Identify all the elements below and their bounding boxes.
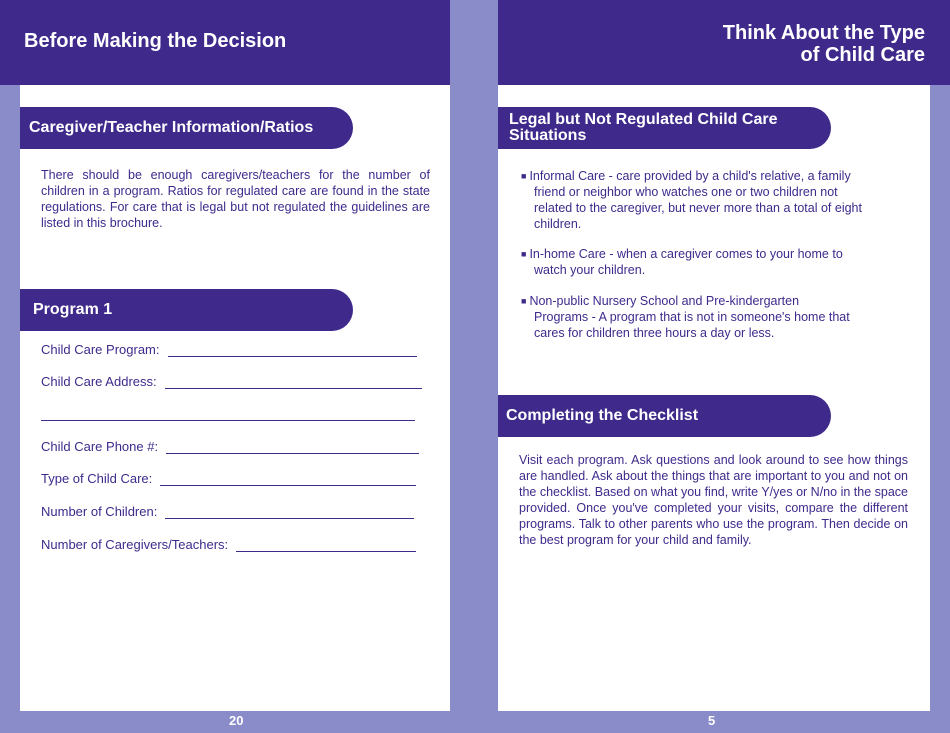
field-type-of-child-care (41, 471, 416, 486)
fill-in-line[interactable] (165, 507, 414, 519)
left-page-title: Before Making the Decision (24, 30, 287, 52)
field-label: Child Care Phone #: (41, 439, 159, 454)
fill-in-line[interactable] (165, 377, 422, 389)
legal-not-regulated-heading: Legal but Not Regulated Child Care Situations (498, 107, 831, 149)
field-label: Child Care Address: (41, 374, 157, 389)
fill-in-line[interactable] (236, 540, 416, 552)
field-number-of-children (41, 504, 414, 519)
bullet-in-home-care (521, 246, 871, 278)
fill-in-line[interactable] (41, 409, 415, 421)
checklist-paragraph: Visit each program. Ask questions and look around to see how things are handled. Ask about the things that are important to you and not on the checklist. Based on what you find, write Y/yes or N/no in the space provided. Once you've completed your visits, compare the different programs. Talk to other parents who use the program. Then decide on the best program for your child and family. (519, 453, 908, 547)
left-header-bar (0, 0, 450, 85)
bullet-nursery-school (521, 293, 871, 341)
ratios-heading: Caregiver/Teacher Information/Ratios (20, 107, 353, 149)
field-number-of-caregivers (41, 537, 416, 552)
right-page-title (723, 22, 925, 66)
right-title-line-2: of Child Care (800, 44, 925, 66)
field-child-care-program (41, 342, 417, 357)
fill-in-line[interactable] (168, 345, 417, 357)
square-bullet-icon: ■ (521, 171, 527, 181)
right-header-bar (498, 0, 950, 85)
program-heading: Program 1 (20, 289, 353, 331)
bullet-first-line: Non-public Nursery School and Pre-kindergarten (529, 294, 800, 308)
right-page-number: 5 (708, 713, 716, 728)
right-title-line-1: Think About the Type (722, 22, 925, 44)
field-child-care-address (41, 374, 422, 389)
bullet-rest: Programs - A program that is not in someone's home that cares for children three hours a day or less. (534, 310, 850, 340)
square-bullet-icon: ■ (521, 249, 527, 259)
field-label: Number of Caregivers/Teachers: (41, 537, 229, 552)
checklist-heading: Completing the Checklist (498, 395, 831, 437)
bullet-rest: friend or neighbor who watches one or two children not related to the caregiver, but never more than a total of eight children. (534, 185, 862, 231)
square-bullet-icon: ■ (521, 296, 527, 306)
left-page-number: 20 (229, 713, 244, 728)
bullet-rest: watch your children. (534, 263, 646, 277)
bullet-first-line: Informal Care - care provided by a child's relative, a family (529, 169, 851, 183)
ratios-paragraph: There should be enough caregivers/teachers for the number of children in a program. Ratios for regulated care are found in the state regulations. For care that is legal but not regulated the guidelines are listed in this brochure. (41, 168, 430, 230)
bullet-first-line: In-home Care - when a caregiver comes to your home to (529, 247, 843, 261)
field-label: Child Care Program: (41, 342, 160, 357)
field-label: Number of Children: (41, 504, 158, 519)
field-label: Type of Child Care: (41, 471, 153, 486)
fill-in-line[interactable] (166, 442, 419, 454)
bullet-informal-care (521, 168, 871, 232)
field-address-continued (41, 409, 415, 421)
field-child-care-phone (41, 439, 419, 454)
fill-in-line[interactable] (160, 474, 416, 486)
